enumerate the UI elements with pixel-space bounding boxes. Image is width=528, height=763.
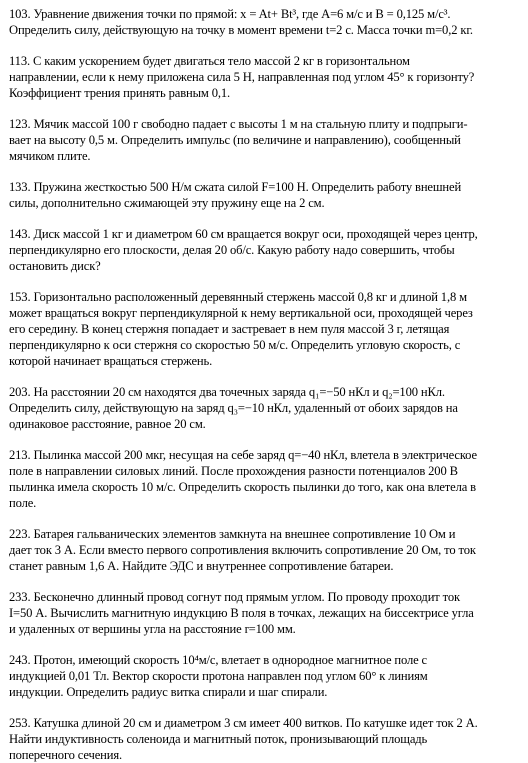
problem-line: силы, дополнительно сжимающей эту пружину еще на 2 см. [9,196,325,210]
problem-line: перпендикулярно к оси стержня со скоростью 50 м/с. Определить угловую скорость, с [9,338,461,352]
problem-line: перпендикулярно его плоскости, делая 20 об/с. Какую работу надо совершить, чтобы [9,243,455,257]
problem-line: остановить диск? [9,259,101,273]
problem-line: 223. Батарея гальванических элементов замкнута на внешнее сопротивление 10 Ом и [9,527,456,541]
problem-line: может вращаться вокруг перпендикулярной к нему вертикальной оси, проходящей через [9,306,473,320]
problem-line: Определить силу, действующую на заряд q₃=−10 нКл, удаленный от обоих зарядов на [9,401,458,415]
problem-line: станет равным 1,6 А. Найдите ЭДС и внутреннее сопротивление батареи. [9,559,394,573]
problem-line: Найти индуктивность соленоида и магнитный поток, пронизывающий площадь [9,732,428,746]
problem-line: I=50 А. Вычислить магнитную индукцию В поля в точках, лежащих на биссектрисе угла [9,606,474,620]
problem-line: Определить силу, действующую на точку в момент времени t=2 с. Масса точки m=0,2 кг. [9,23,473,37]
problem-223 [9,526,520,574]
problem-143 [9,226,520,274]
problem-line: поперечного сечения. [9,748,122,762]
problem-line: его середину. В конец стержня попадает и застревает в нем пуля массой 3 г, летящая [9,322,450,336]
problem-203 [9,384,520,432]
problem-line: 243. Протон, имеющий скорость 10⁴м/с, влетает в однородное магнитное поле с [9,653,427,667]
problem-233 [9,589,520,637]
problem-line: направлении, если к нему приложена сила 5 Н, направленная под углом 45° к горизонту? [9,70,475,84]
problem-243 [9,652,520,700]
problem-line: вает на высоту 0,5 м. Определить импульс (по величине и направлению), сообщенный [9,133,461,147]
problem-line: одинаковое расстояние, равное 20 см. [9,417,206,431]
problem-line: 113. С каким ускорением будет двигаться тело массой 2 кг в горизонтальном [9,54,410,68]
problem-133 [9,179,520,211]
problem-153 [9,289,520,369]
problem-line: 203. На расстоянии 20 см находятся два точечных заряда q₁=−50 нКл и q₂=100 нКл. [9,385,445,399]
problem-line: 253. Катушка длиной 20 см и диаметром 3 см имеет 400 витков. По катушке идет ток 2 А. [9,716,478,730]
problem-line: мячиком плите. [9,149,91,163]
problem-line: 123. Мячик массой 100 г свободно падает с высоты 1 м на стальную плиту и подпрыги- [9,117,468,131]
problem-line: 133. Пружина жесткостью 500 Н/м сжата силой F=100 Н. Определить работу внешней [9,180,462,194]
problem-line: 103. Уравнение движения точки по прямой: x = At+ Bt³, где А=6 м/с и В = 0,125 м/с³. [9,7,451,21]
problem-line: поле. [9,496,37,510]
problem-line: пылинка имела скорость 10 м/с. Определить скорость пылинки до того, как она влетела в [9,480,476,494]
problem-line: Коэффициент трения принять равным 0,1. [9,86,231,100]
problem-123 [9,116,520,164]
problem-103 [9,6,520,38]
problem-line: которой начинает вращаться стержень. [9,354,213,368]
problem-line: 233. Бесконечно длинный провод согнут под прямым углом. По проводу проходит ток [9,590,460,604]
problem-line: 143. Диск массой 1 кг и диаметром 60 см вращается вокруг оси, проходящей через центр, [9,227,478,241]
problem-line: и удаленных от вершины угла на расстояние r=100 мм. [9,622,296,636]
problem-line: индукции. Определить радиус витка спирали и шаг спирали. [9,685,328,699]
problem-line: дает ток 3 А. Если вместо первого сопротивления включить сопротивление 20 Ом, то ток [9,543,476,557]
problem-113 [9,53,520,101]
problem-line: 153. Горизонтально расположенный деревянный стержень массой 0,8 кг и длиной 1,8 м [9,290,467,304]
problem-line: поле в направлении силовых линий. После прохождения разности потенциалов 200 В [9,464,458,478]
problem-line: 213. Пылинка массой 200 мкг, несущая на себе заряд q=−40 нКл, влетела в электрическое [9,448,477,462]
problem-213 [9,447,520,511]
problem-line: индукцией 0,01 Тл. Вектор скорости протона направлен под углом 60° к линиям [9,669,428,683]
problem-253 [9,715,520,763]
